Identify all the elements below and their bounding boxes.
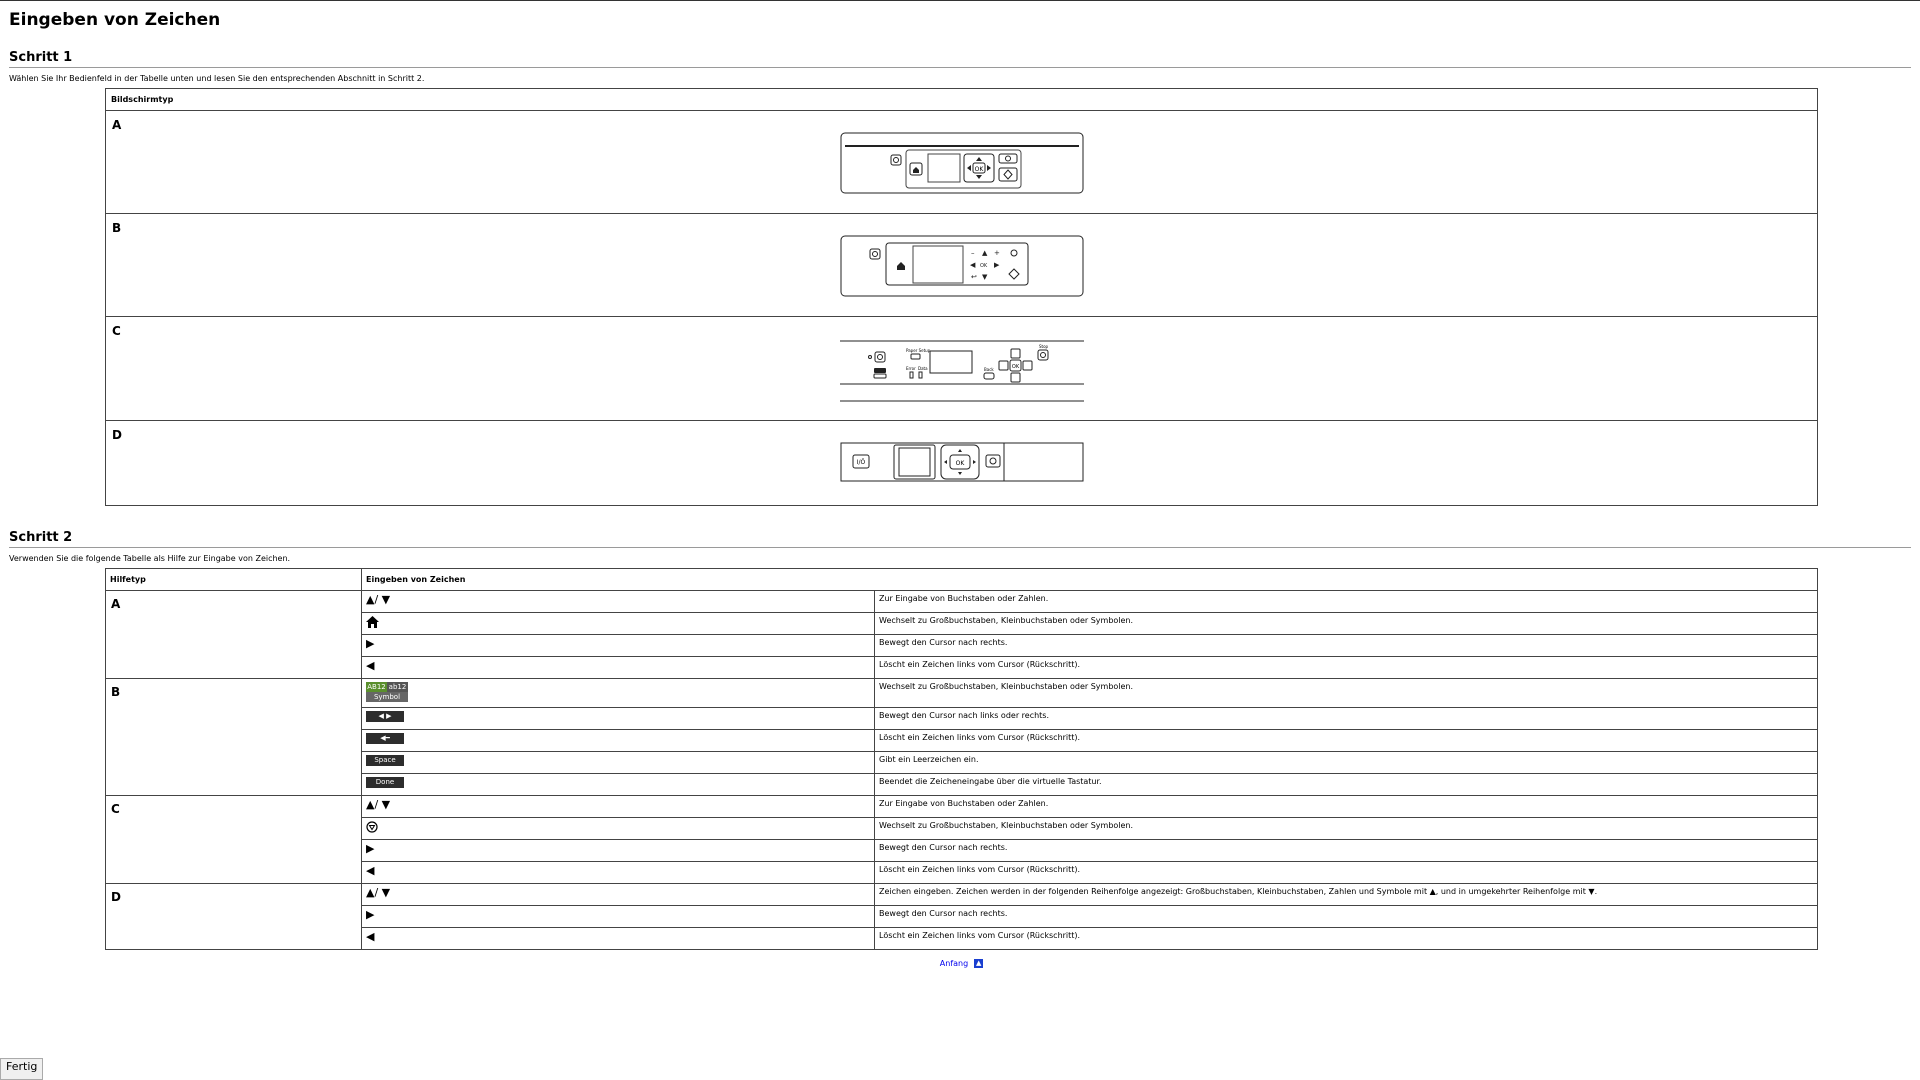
symbol-toggle-key: AB12 ab12 Symbol	[367, 683, 407, 701]
control-panel-b-image	[840, 235, 1084, 297]
step1-heading: Schritt 1	[9, 50, 1911, 68]
settings-icon	[999, 154, 1017, 163]
done-key: Done	[366, 777, 404, 788]
arrow-up-icon: ▲	[981, 249, 987, 257]
arrow-left-icon: ◀	[366, 930, 375, 943]
arrow-right-icon: ▶	[366, 637, 375, 650]
power-icon	[870, 249, 880, 259]
svg-text:OK: OK	[1011, 364, 1019, 370]
help-description: Löscht ein Zeichen links vom Cursor (Rückschritt).	[875, 657, 1818, 679]
status-bar: Fertig	[0, 1058, 43, 1080]
minus-icon: –	[970, 249, 974, 257]
stop-icon	[1038, 350, 1048, 360]
svg-text:OK: OK	[974, 166, 983, 173]
screen-row-d	[106, 421, 1818, 506]
screen-row-c	[106, 317, 1818, 421]
control-panel-a-image	[840, 132, 1084, 194]
stop-icon	[986, 455, 1000, 467]
help-description: Gibt ein Leerzeichen ein.	[875, 752, 1818, 774]
help-description: Bewegt den Cursor nach rechts.	[875, 906, 1818, 928]
help-description: Wechselt zu Großbuchstaben, Kleinbuchstaben oder Symbolen.	[875, 818, 1818, 840]
up-down-arrows-icon: ▲/ ▼	[366, 593, 391, 606]
screen-row-a	[106, 111, 1818, 214]
directional-pad-icon	[999, 349, 1032, 382]
svg-text:Data: Data	[917, 366, 928, 371]
input-header: Eingeben von Zeichen	[362, 569, 1818, 591]
backspace-key: ◀━	[366, 733, 404, 744]
screen-row-label: C	[112, 324, 121, 338]
back-icon: ↩	[970, 273, 977, 281]
home-icon	[366, 616, 379, 628]
help-table	[105, 568, 1818, 950]
control-panel-d-image	[840, 442, 1084, 482]
screen-type-header: Bildschirmtyp	[106, 89, 1818, 111]
help-page	[9, 1, 1911, 968]
step2-intro: Verwenden Sie die folgende Tabelle als Hilfe zur Eingabe von Zeichen.	[9, 554, 291, 563]
start-icon	[999, 168, 1017, 181]
help-description: Beendet die Zeicheneingabe über die virtuelle Tastatur.	[875, 774, 1818, 796]
step2-heading: Schritt 2	[9, 530, 1911, 548]
screen-row-label: D	[112, 428, 122, 442]
control-panel-c-image	[840, 338, 1084, 404]
arrow-up-icon[interactable]: ▲	[976, 959, 982, 967]
power-icon	[875, 352, 885, 362]
screen-type-table	[105, 88, 1818, 506]
help-description: Löscht ein Zeichen links vom Cursor (Rückschritt).	[875, 730, 1818, 752]
help-description: Bewegt den Cursor nach rechts.	[875, 840, 1818, 862]
plus-icon: +	[993, 249, 1000, 257]
arrow-right-icon: ▶	[366, 842, 375, 855]
arrow-right-icon: ▶	[366, 908, 375, 921]
help-type-header: Hilfetyp	[106, 569, 362, 591]
help-description: Bewegt den Cursor nach rechts.	[875, 635, 1818, 657]
help-description: Zur Eingabe von Buchstaben oder Zahlen.	[875, 591, 1818, 613]
help-description: Löscht ein Zeichen links vom Cursor (Rückschritt).	[875, 928, 1818, 950]
space-key: Space	[366, 755, 404, 766]
help-description: Bewegt den Cursor nach links oder rechts.	[875, 708, 1818, 730]
help-group-label: D	[106, 884, 362, 950]
power-icon	[853, 455, 869, 468]
svg-text:I/Ö: I/Ö	[856, 459, 865, 466]
paper-setup-icon	[911, 354, 920, 359]
help-description: Zeichen eingeben. Zeichen werden in der folgenden Reihenfolge angezeigt: Großbuchstaben, Kleinbuchstaben, Zahlen und Symbole mit ▲, und in umgekehrter Reihenfolge mit ▼.	[875, 884, 1818, 906]
stop-icon	[366, 821, 378, 833]
svg-text:Back: Back	[983, 367, 994, 372]
help-description: Zur Eingabe von Buchstaben oder Zahlen.	[875, 796, 1818, 818]
help-group-label: B	[106, 679, 362, 796]
arrow-down-icon: ▼	[981, 273, 987, 281]
home-icon	[910, 163, 922, 175]
up-down-arrows-icon: ▲/ ▼	[366, 886, 391, 899]
help-group-label: A	[106, 591, 362, 679]
top-link[interactable]: Anfang	[939, 959, 969, 968]
arrow-left-icon: ◀	[366, 659, 375, 672]
svg-text:Stop: Stop	[1038, 344, 1048, 349]
svg-text:Error: Error	[905, 366, 916, 371]
arrow-left-icon: ◀	[366, 864, 375, 877]
help-description: Wechselt zu Großbuchstaben, Kleinbuchstaben oder Symbolen.	[875, 679, 1818, 708]
help-group-label: C	[106, 796, 362, 884]
up-down-arrows-icon: ▲/ ▼	[366, 798, 391, 811]
wifi-icon	[874, 368, 886, 378]
help-description: Löscht ein Zeichen links vom Cursor (Rückschritt).	[875, 862, 1818, 884]
screen-row-b	[106, 214, 1818, 317]
arrow-left-icon: ◀	[969, 261, 975, 269]
back-to-top	[105, 959, 1818, 968]
directional-pad-icon	[941, 445, 979, 479]
svg-text:OK: OK	[979, 263, 987, 269]
screen-row-label: A	[112, 118, 122, 132]
paper-setup-label: Paper Setup	[905, 348, 930, 353]
left-right-key: ◀ ▶	[366, 711, 404, 722]
arrow-right-icon: ▶	[993, 261, 999, 269]
screen-row-label: B	[112, 221, 122, 235]
help-description: Wechselt zu Großbuchstaben, Kleinbuchstaben oder Symbolen.	[875, 613, 1818, 635]
power-icon	[891, 155, 901, 165]
step1-intro: Wählen Sie Ihr Bedienfeld in der Tabelle unten und lesen Sie den entsprechenden Abschnitt in Schritt 2.	[9, 74, 425, 83]
directional-pad-icon	[964, 154, 994, 182]
page-title: Eingeben von Zeichen	[9, 10, 221, 30]
svg-text:OK: OK	[955, 460, 964, 467]
